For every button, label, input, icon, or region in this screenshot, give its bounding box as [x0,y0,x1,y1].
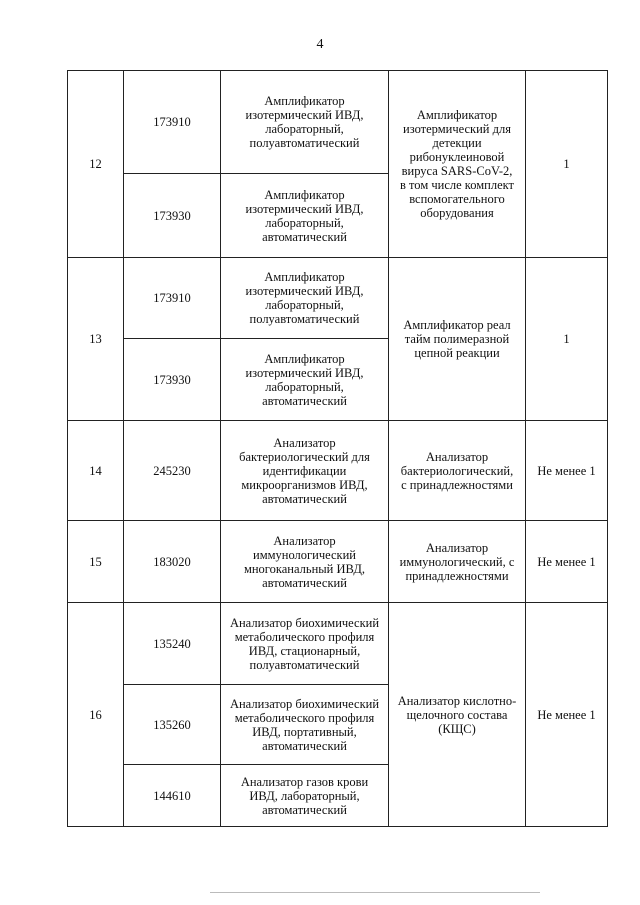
code-cell: 173930 [124,174,221,258]
row-number: 14 [68,421,124,521]
name-cell: Анализатор газов крови ИВД, лабораторный, автоматический [221,765,389,827]
table-row [68,71,608,174]
code-cell: 135260 [124,685,221,765]
scan-edge-line [210,892,540,893]
equipment-cell: Анализатор кислотно- щелочного состава (КЩС) [389,603,526,827]
name-cell: Амплификатор изотермический ИВД, лабораторный, полуавтоматический [221,258,389,339]
equipment-cell: Амплификатор изотермический для детекции рибонуклеиновой вируса SARS-CoV-2, в том числе комплект вспомогательного оборудования [389,71,526,258]
table-row [68,521,608,603]
name-cell: Амплификатор изотермический ИВД, лабораторный, автоматический [221,339,389,421]
equipment-cell: Анализатор иммунологический, с принадлежностями [389,521,526,603]
row-number: 15 [68,521,124,603]
quantity-cell: 1 [526,258,608,421]
equipment-cell: Амплификатор реал тайм полимеразной цепной реакции [389,258,526,421]
quantity-cell: Не менее 1 [526,421,608,521]
code-cell: 144610 [124,765,221,827]
table-row [68,258,608,339]
equipment-table [67,70,608,827]
page-number: 4 [316,37,324,52]
name-cell: Анализатор биохимический метаболического профиля ИВД, стационарный, полуавтоматический [221,603,389,685]
table-row [68,603,608,685]
quantity-cell: Не менее 1 [526,521,608,603]
code-cell: 173910 [124,71,221,174]
code-cell: 183020 [124,521,221,603]
equipment-cell: Анализатор бактериологический, с принадлежностями [389,421,526,521]
row-number: 16 [68,603,124,827]
code-cell: 173910 [124,258,221,339]
row-number: 12 [68,71,124,258]
code-cell: 245230 [124,421,221,521]
name-cell: Анализатор биохимический метаболического профиля ИВД, портативный, автоматический [221,685,389,765]
name-cell: Анализатор иммунологический многоканальный ИВД, автоматический [221,521,389,603]
code-cell: 135240 [124,603,221,685]
name-cell: Амплификатор изотермический ИВД, лабораторный, полуавтоматический [221,71,389,174]
table-row [68,421,608,521]
quantity-cell: Не менее 1 [526,603,608,827]
name-cell: Анализатор бактериологический для идентификации микроорганизмов ИВД, автоматический [221,421,389,521]
row-number: 13 [68,258,124,421]
quantity-cell: 1 [526,71,608,258]
code-cell: 173930 [124,339,221,421]
name-cell: Амплификатор изотермический ИВД, лабораторный, автоматический [221,174,389,258]
